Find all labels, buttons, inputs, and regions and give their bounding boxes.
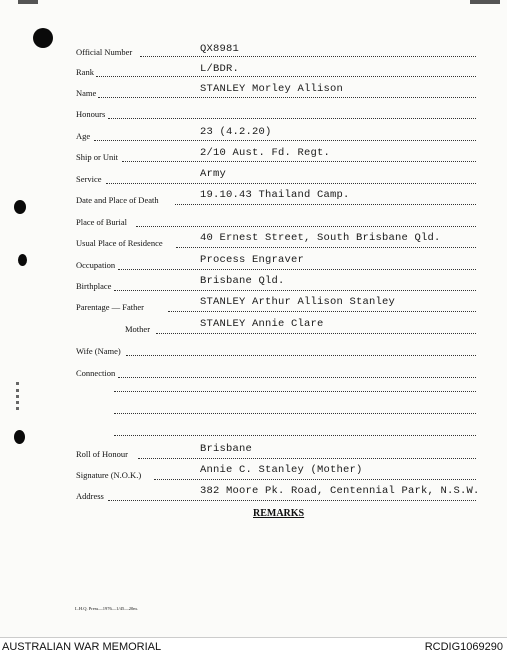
- honours-label: Honours: [76, 109, 106, 119]
- father-value: STANLEY Arthur Allison Stanley: [200, 296, 396, 308]
- mother-label: Mother: [125, 324, 151, 334]
- official-number-row: [0, 43, 507, 63]
- rank-row: [0, 62, 507, 82]
- dotted-line: [138, 458, 476, 459]
- death-value: 19.10.43 Thailand Camp.: [200, 189, 350, 201]
- occupation-row: [0, 254, 507, 274]
- service-value: Army: [200, 168, 227, 180]
- printer-imprint: L.H.Q. Press—1976—1/45—20m.: [75, 606, 138, 611]
- honours-row: [0, 104, 507, 124]
- roll-of-honour-row: [0, 443, 507, 463]
- archive-footer: [0, 637, 507, 655]
- ship-or-unit-row: [0, 147, 507, 167]
- dotted-line: [96, 76, 476, 77]
- dotted-line: [156, 333, 476, 334]
- dotted-line: [108, 500, 476, 501]
- name-value: STANLEY Morley Allison: [200, 83, 344, 95]
- dotted-line: [98, 97, 476, 98]
- scan-mark: [16, 382, 25, 410]
- blank-dotted-line: [114, 435, 476, 436]
- birthplace-value: Brisbane Qld.: [200, 275, 285, 287]
- birthplace-label: Birthplace: [76, 281, 112, 291]
- wife-row: [0, 341, 507, 361]
- signature-row: [0, 465, 507, 485]
- scan-mark: [470, 0, 500, 4]
- official-number-value: QX8981: [200, 43, 240, 55]
- dotted-line: [126, 355, 476, 356]
- dotted-line: [175, 204, 476, 205]
- blank-dotted-line: [114, 391, 476, 392]
- punch-hole: [14, 430, 25, 444]
- dotted-line: [94, 140, 476, 141]
- service-label: Service: [76, 174, 102, 184]
- burial-label: Place of Burial: [76, 217, 127, 227]
- dotted-line: [168, 311, 476, 312]
- mother-row: [0, 319, 507, 339]
- age-row: [0, 125, 507, 145]
- father-label: Parentage — Father: [76, 302, 144, 312]
- address-value: 382 Moore Pk. Road, Centennial Park, N.S.W.: [200, 485, 480, 497]
- dotted-line: [140, 56, 476, 57]
- death-label: Date and Place of Death: [76, 195, 159, 205]
- wife-label: Wife (Name): [76, 346, 121, 356]
- dotted-line: [154, 479, 476, 480]
- ship-or-unit-value: 2/10 Aust. Fd. Regt.: [200, 147, 331, 159]
- dotted-line: [114, 290, 476, 291]
- connection-row: [0, 363, 507, 383]
- roll-of-honour-value: Brisbane: [200, 443, 253, 455]
- burial-row: [0, 212, 507, 232]
- ship-or-unit-label: Ship or Unit: [76, 152, 119, 162]
- dotted-line: [118, 377, 476, 378]
- father-row: [0, 297, 507, 317]
- dotted-line: [122, 161, 476, 162]
- death-row: [0, 189, 507, 209]
- dotted-line: [106, 183, 476, 184]
- rank-value: L/BDR.: [200, 63, 240, 75]
- dotted-line: [136, 226, 476, 227]
- dotted-line: [108, 118, 476, 119]
- remarks-heading: REMARKS: [253, 508, 305, 519]
- archive-name: AUSTRALIAN WAR MEMORIAL: [2, 641, 162, 653]
- occupation-value: Process Engraver: [200, 254, 305, 266]
- dotted-line: [118, 269, 476, 270]
- residence-label: Usual Place of Residence: [76, 238, 163, 248]
- mother-value: STANLEY Annie Clare: [200, 318, 324, 330]
- age-value: 23 (4.2.20): [200, 126, 272, 138]
- signature-value: Annie C. Stanley (Mother): [200, 464, 363, 476]
- name-label: Name: [76, 88, 97, 98]
- roll-of-honour-label: Roll of Honour: [76, 449, 128, 459]
- age-label: Age: [76, 131, 91, 141]
- occupation-label: Occupation: [76, 260, 116, 270]
- blank-dotted-line: [114, 413, 476, 414]
- name-row: [0, 83, 507, 103]
- rank-label: Rank: [76, 67, 94, 77]
- address-label: Address: [76, 491, 104, 501]
- connection-label: Connection: [76, 368, 116, 378]
- address-row: [0, 486, 507, 506]
- dotted-line: [176, 247, 476, 248]
- residence-row: [0, 232, 507, 252]
- official-number-label: Official Number: [76, 47, 133, 57]
- record-id: RCDIG1069290: [424, 641, 503, 653]
- scan-mark: [18, 0, 38, 4]
- service-row: [0, 169, 507, 189]
- signature-label: Signature (N.O.K.): [76, 470, 142, 480]
- residence-value: 40 Ernest Street, South Brisbane Qld.: [200, 232, 441, 244]
- birthplace-row: [0, 276, 507, 296]
